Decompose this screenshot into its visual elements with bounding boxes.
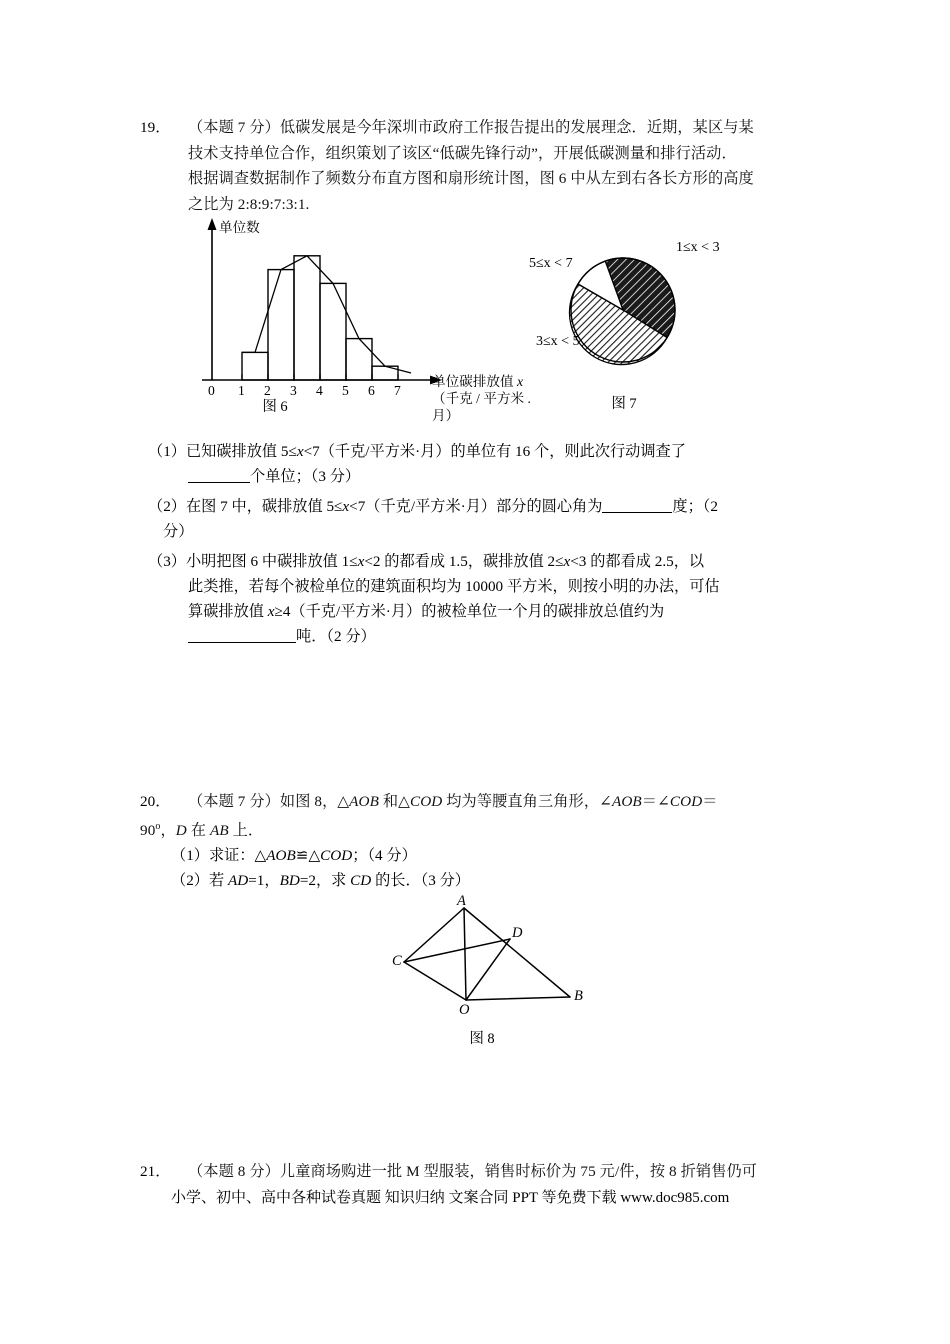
- q19-sub2-text-c: 度；（2: [672, 498, 718, 515]
- figure-7: [560, 240, 700, 380]
- q20-s2-ad: AD: [227, 872, 249, 889]
- degree-symbol: o: [155, 821, 161, 832]
- q19-sub3-text-c: <3 的都看成 2.5，以: [570, 553, 705, 570]
- point-label-O: O: [459, 1002, 470, 1018]
- q20-l1-d: ＝∠: [641, 793, 670, 810]
- q20-l1-aob: AOB: [349, 793, 379, 810]
- q20-s2-c: =2，求: [299, 872, 351, 889]
- point-label-D: D: [512, 925, 523, 941]
- bar-5: [346, 339, 372, 380]
- pie-label-1-to-3: 1≤x < 3: [676, 240, 720, 255]
- q19-sub3-text-d: 吨．（2 分）: [296, 628, 376, 645]
- segment-OD: [466, 939, 510, 1000]
- q19-sub1-text-b: <7（千克/平方米·月）的单位有 16 个，则此次行动调查了: [303, 443, 686, 460]
- y-axis-arrow: [208, 218, 217, 230]
- q20-l1-c: 均为等腰直角三角形，∠: [442, 793, 612, 810]
- bar-1: [242, 352, 268, 380]
- segment-CD: [404, 939, 510, 962]
- q19-line-4: 之比为 2:8:9:7:3:1.: [188, 195, 310, 213]
- x-tick-6: 6: [368, 383, 375, 398]
- x-tick-2: 2: [264, 383, 271, 398]
- x-tick-7: 7: [394, 383, 401, 398]
- q19-sub2-text-b: <7（千克/平方米·月）部分的圆心角为: [349, 498, 603, 515]
- x-tick-1: 1: [238, 383, 245, 398]
- question-19-number: 19．: [140, 119, 171, 136]
- segment-OB: [466, 997, 570, 1000]
- q19-sub-3-line4: [188, 624, 376, 650]
- q20-s2-a: （2）若: [171, 872, 228, 889]
- q19-sub3-text-b: <2 的都看成 1.5，碳排放值 2≤: [364, 553, 564, 570]
- q20-l1-e: ＝: [702, 793, 718, 810]
- x-axis-label-unit-2: 月）: [432, 408, 460, 423]
- segment-AC: [404, 908, 464, 962]
- q19-sub-3-line3: [188, 599, 820, 625]
- question-20-line-1: [188, 789, 820, 815]
- q20-l2-b: ，: [160, 822, 176, 840]
- figure-6: [196, 214, 446, 398]
- q19-sub1-var: x: [296, 443, 304, 460]
- footer-text: 小学、初中、高中各种试卷真题 知识归纳 文案合同 PPT 等免费下载: [171, 1190, 621, 1206]
- q19-line-3: 根据调查数据制作了频数分布直方图和扇形统计图，图 6 中从左到右各长方形的高度: [188, 170, 754, 187]
- geometry-svg: [390, 895, 600, 1020]
- q19-sub-2: [148, 494, 828, 520]
- q20-s1-c: ；（4 分）: [352, 847, 417, 864]
- q20-sub-1: [171, 843, 417, 869]
- x-tick-3: 3: [290, 383, 297, 398]
- bar-4: [320, 283, 346, 380]
- segment-CO: [404, 962, 466, 1000]
- pie-label-5-to-7: 5≤x < 7: [529, 256, 573, 271]
- x-tick-4: 4: [316, 383, 323, 398]
- q20-l2-d: D: [175, 822, 187, 840]
- pie-label-3-to-5: 3≤x < 5: [536, 334, 580, 349]
- figure6-y-axis-label: 单位数: [219, 220, 260, 235]
- q20-s2-cd: CD: [350, 872, 372, 889]
- x-tick-marks: [242, 374, 398, 380]
- q20-l1-a: （本题 7 分）如图 8，△: [188, 793, 350, 810]
- question-21-number: 21．: [140, 1163, 171, 1180]
- footer-url[interactable]: www.doc985.com: [620, 1190, 730, 1206]
- q20-s1-b: ≌△: [295, 847, 321, 864]
- question-21-line-1: （本题 8 分）儿童商场购进一批 M 型服装，销售时标价为 75 元/件，按 8 折销售仍可: [188, 1163, 758, 1180]
- q19-sub3-line3-a: 算碳排放值: [188, 603, 268, 620]
- x-axis-label-var: x: [516, 374, 524, 389]
- q19-line-2: 技术支持单位合作，组织策划了该区“低碳先锋行动”，开展低碳测量和排行活动．: [188, 144, 737, 162]
- q19-sub3-var-2: x: [563, 553, 571, 570]
- q20-l2-a: 90: [140, 822, 156, 840]
- q19-sub3-line3-b: ≥4（千克/平方米·月）的被检单位一个月的碳排放总值约为: [274, 603, 665, 620]
- question-19-body: [188, 115, 818, 217]
- q20-s1-cod: COD: [320, 847, 353, 864]
- x-tick-5: 5: [342, 383, 349, 398]
- q20-s1-a: （1）求证：△: [171, 847, 267, 864]
- question-20-line-2: [140, 814, 263, 844]
- q19-sub1-text-a: （1）已知碳排放值 5≤: [148, 443, 297, 460]
- q19-sub3-var-3: x: [267, 603, 275, 620]
- q19-sub-3-line2: 此类推，若每个被检单位的建筑面积均为 10000 平方米，则按小明的办法，可估: [188, 578, 720, 595]
- q20-s2-d: 的长．（3 分）: [371, 872, 470, 889]
- q20-l1-cod2: COD: [669, 793, 703, 810]
- q19-sub3-text-a: （3）小明把图 6 中碳排放值 1≤: [148, 553, 358, 570]
- q19-sub2-text-a: （2）在图 7 中，碳排放值 5≤: [148, 498, 343, 515]
- point-label-C: C: [392, 953, 402, 969]
- q19-answer-blank-1[interactable]: [188, 482, 250, 483]
- q19-answer-blank-3[interactable]: [188, 642, 296, 643]
- figure6-caption: 图 6: [262, 399, 288, 415]
- q20-l2-e: 上．: [228, 822, 264, 840]
- q20-s2-bd: BD: [279, 872, 300, 889]
- x-axis-label-text: 单位碳排放值: [432, 374, 517, 389]
- histogram-svg: [196, 214, 446, 384]
- point-label-B: B: [574, 988, 583, 1004]
- q19-sub2-var: x: [342, 498, 350, 515]
- q20-sub-2: [171, 868, 470, 894]
- q20-l1-cod: COD: [409, 793, 443, 810]
- q19-sub1-text-c: 个单位；（3 分）: [250, 468, 361, 485]
- figure8-caption: 图 8: [469, 1031, 495, 1047]
- q19-sub-1: [148, 439, 820, 465]
- bar-2: [268, 270, 294, 380]
- q20-l2-ab: AB: [209, 822, 229, 840]
- figure-8: [390, 895, 600, 1020]
- segment-AB: [464, 908, 570, 997]
- q19-sub3-var-1: x: [357, 553, 365, 570]
- x-tick-0: 0: [208, 383, 215, 398]
- figure7-caption: 图 7: [611, 396, 637, 412]
- figure6-x-axis-label: [432, 373, 531, 424]
- pie-svg: [560, 240, 700, 380]
- x-axis-label-unit-1: （千克 / 平方米 .: [432, 391, 531, 406]
- q19-sub-1-cont: [188, 464, 360, 490]
- point-label-A: A: [457, 893, 466, 909]
- geometry-lines: [404, 908, 570, 1000]
- q20-l1-b: 和△: [379, 793, 410, 810]
- question-20-number: 20．: [140, 793, 171, 810]
- segment-AO: [464, 908, 466, 1000]
- q19-sub-3: [148, 549, 824, 575]
- bar-3: [294, 256, 320, 380]
- q19-answer-blank-2[interactable]: [602, 512, 672, 513]
- q19-line-1: （本题 7 分）低碳发展是今年深圳市政府工作报告提出的发展理念．近期，某区与某: [188, 119, 754, 136]
- footer-watermark: [171, 1186, 729, 1211]
- q20-s1-aob: AOB: [266, 847, 296, 864]
- q20-s2-b: =1，: [248, 872, 280, 889]
- q20-l1-aob2: AOB: [611, 793, 642, 810]
- q19-sub-2-cont: 分）: [163, 523, 194, 540]
- q20-l2-c: 在: [186, 822, 210, 840]
